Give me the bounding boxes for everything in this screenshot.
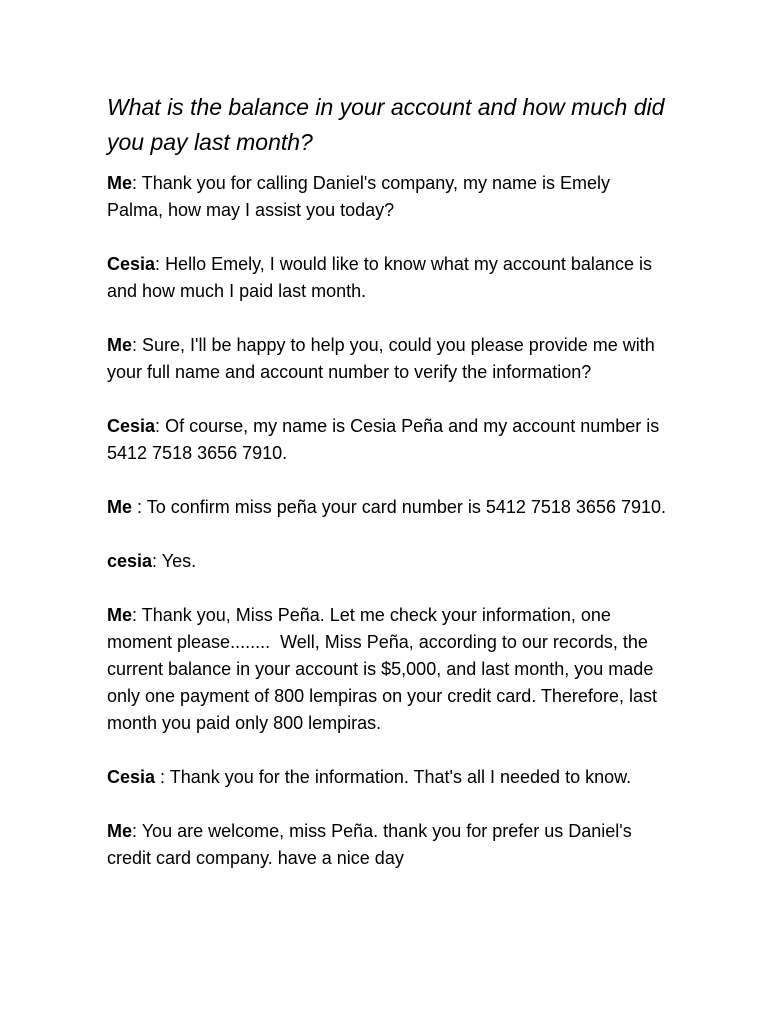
speaker-name: Cesia xyxy=(107,767,156,787)
dialogue-text: Thank you for calling Daniel's company, my name is Emely Palma, how may I assist you today? xyxy=(107,173,610,220)
speaker-name: Me xyxy=(107,173,133,193)
speaker-name: Cesia xyxy=(107,254,156,274)
dialogue-turn xyxy=(107,413,667,467)
speaker-separator: : xyxy=(152,551,162,571)
dialogue-turn xyxy=(107,602,667,737)
speaker-separator: : xyxy=(132,605,142,625)
speaker-name: Me xyxy=(107,497,133,517)
speaker-separator: : xyxy=(155,254,166,274)
dialogue-turn xyxy=(107,764,667,791)
dialogue-text: Hello Emely, I would like to know what my account balance is and how much I paid last month. xyxy=(107,254,652,301)
speaker-separator: : xyxy=(132,173,142,193)
speaker-separator: : xyxy=(132,497,147,517)
dialogue-turn xyxy=(107,170,667,224)
speaker-name: cesia xyxy=(107,551,153,571)
speaker-separator: : xyxy=(155,767,170,787)
dialogue-turn xyxy=(107,494,667,521)
speaker-separator: : xyxy=(132,335,143,355)
speaker-name: Cesia xyxy=(107,416,156,436)
dialogue-text: Sure, I'll be happy to help you, could you please provide me with your full name and account number to verify the information? xyxy=(107,335,655,382)
dialogue-text: To confirm miss peña your card number is 5412 7518 3656 7910. xyxy=(146,497,667,517)
dialogue-text: You are welcome, miss Peña. thank you for prefer us Daniel's credit card company. have a nice day xyxy=(107,821,632,868)
document-title: What is the balance in your account and how much did you pay last month? xyxy=(107,94,665,155)
dialogue-turn xyxy=(107,251,667,305)
speaker-separator: : xyxy=(155,416,166,436)
dialogue-turn xyxy=(107,548,667,575)
dialogue-text: Thank you, Miss Peña. Let me check your information, one moment please........ Well, Miss Peña, according to our records, the current balance in your account is $5,000, and last month, you made only one payment of 800 lempiras on your credit card. Therefore, last month you paid only 800 lempiras. xyxy=(107,605,662,733)
dialogue-text: Of course, my name is Cesia Peña and my account number is 5412 7518 3656 7910. xyxy=(107,416,660,463)
dialogue-text: Thank you for the information. That's all I needed to know. xyxy=(169,767,632,787)
speaker-name: Me xyxy=(107,605,133,625)
speaker-separator: : xyxy=(132,821,142,841)
document-page xyxy=(107,90,667,899)
dialogue-turn xyxy=(107,818,667,872)
speaker-name: Me xyxy=(107,335,133,355)
dialogue-turn xyxy=(107,332,667,386)
speaker-name: Me xyxy=(107,821,133,841)
dialogue-text: Yes. xyxy=(161,551,197,571)
